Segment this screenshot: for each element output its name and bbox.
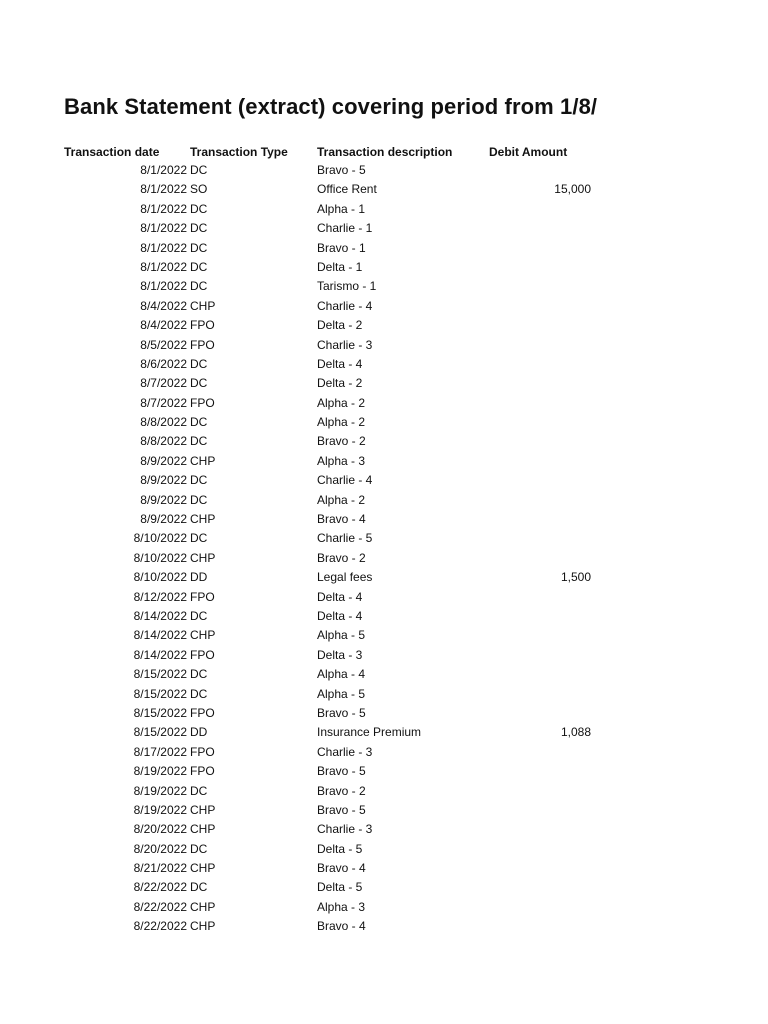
transaction-date-cell: 8/21/2022 xyxy=(133,861,187,876)
transaction-date-cell: 8/1/2022 xyxy=(140,201,187,216)
transaction-type-cell: FPO xyxy=(190,337,215,352)
transaction-type-cell: DC xyxy=(190,686,208,701)
transaction-type-cell: CHP xyxy=(190,550,216,565)
transaction-type-cell: DC xyxy=(190,240,208,255)
transaction-date-cell: 8/9/2022 xyxy=(140,512,187,527)
table-row xyxy=(0,316,768,335)
transaction-description-cell: Alpha - 2 xyxy=(317,415,366,430)
table-row xyxy=(0,239,768,258)
column-header-debit: Debit Amount xyxy=(489,145,568,159)
transaction-type-cell: CHP xyxy=(190,899,216,914)
table-row xyxy=(0,782,768,801)
table-row xyxy=(0,549,768,568)
table-row xyxy=(0,820,768,839)
table-row xyxy=(0,840,768,859)
transaction-type-cell: DC xyxy=(190,279,208,294)
transaction-date-cell: 8/14/2022 xyxy=(133,628,187,643)
transaction-description-cell: Alpha - 4 xyxy=(317,667,366,682)
transaction-description-cell: Delta - 4 xyxy=(317,589,363,604)
transaction-description-cell: Charlie - 1 xyxy=(317,221,373,236)
transaction-type-cell: DC xyxy=(190,531,208,546)
table-row xyxy=(0,898,768,917)
transaction-date-cell: 8/19/2022 xyxy=(133,764,187,779)
transaction-date-cell: 8/9/2022 xyxy=(140,492,187,507)
transaction-description-cell: Delta - 2 xyxy=(317,376,363,391)
transaction-date-cell: 8/4/2022 xyxy=(140,298,187,313)
transaction-description-cell: Charlie - 5 xyxy=(317,531,373,546)
transaction-description-cell: Alpha - 5 xyxy=(317,686,366,701)
transaction-description-cell: Bravo - 2 xyxy=(317,434,366,449)
transaction-type-cell: CHP xyxy=(190,453,216,468)
transaction-date-cell: 8/1/2022 xyxy=(140,279,187,294)
transaction-date-cell: 8/14/2022 xyxy=(133,647,187,662)
table-row xyxy=(0,743,768,762)
transaction-date-cell: 8/8/2022 xyxy=(140,415,187,430)
transaction-type-cell: DC xyxy=(190,841,208,856)
transaction-description-cell: Alpha - 2 xyxy=(317,492,366,507)
transaction-date-cell: 8/6/2022 xyxy=(140,356,187,371)
transaction-type-cell: CHP xyxy=(190,861,216,876)
table-row xyxy=(0,801,768,820)
transaction-date-cell: 8/15/2022 xyxy=(133,725,187,740)
table-row xyxy=(0,568,768,587)
transaction-type-cell: DC xyxy=(190,356,208,371)
table-row xyxy=(0,917,768,936)
transaction-type-cell: FPO xyxy=(190,318,215,333)
transaction-date-cell: 8/12/2022 xyxy=(133,589,187,604)
transaction-type-cell: FPO xyxy=(190,395,215,410)
table-row xyxy=(0,704,768,723)
transaction-description-cell: Bravo - 2 xyxy=(317,550,366,565)
transaction-description-cell: Insurance Premium xyxy=(317,725,422,740)
table-row xyxy=(0,665,768,684)
table-row xyxy=(0,336,768,355)
transaction-type-cell: CHP xyxy=(190,919,216,934)
transaction-type-cell: DC xyxy=(190,667,208,682)
transaction-description-cell: Delta - 2 xyxy=(317,318,363,333)
debit-amount-cell: 1,500 xyxy=(560,570,591,585)
transaction-type-cell: FPO xyxy=(190,764,215,779)
column-header-date: Transaction date xyxy=(64,145,160,159)
transaction-date-cell: 8/10/2022 xyxy=(133,570,187,585)
transaction-description-cell: Bravo - 4 xyxy=(317,512,366,527)
transaction-date-cell: 8/5/2022 xyxy=(140,337,187,352)
transaction-description-cell: Bravo - 5 xyxy=(317,163,366,177)
transaction-description-cell: Office Rent xyxy=(317,182,377,197)
transaction-type-cell: DC xyxy=(190,608,208,623)
transaction-date-cell: 8/17/2022 xyxy=(133,744,187,759)
table-row xyxy=(0,646,768,665)
transaction-date-cell: 8/15/2022 xyxy=(133,667,187,682)
table-row xyxy=(0,394,768,413)
table-row xyxy=(0,626,768,645)
transaction-date-cell: 8/20/2022 xyxy=(133,822,187,837)
transaction-type-cell: DC xyxy=(190,201,208,216)
table-row xyxy=(0,200,768,219)
transaction-date-cell: 8/1/2022 xyxy=(140,182,187,197)
transaction-type-cell: DC xyxy=(190,221,208,236)
transaction-description-cell: Bravo - 4 xyxy=(317,919,366,934)
table-row xyxy=(0,878,768,897)
transaction-date-cell: 8/1/2022 xyxy=(140,259,187,274)
transaction-table-body xyxy=(0,161,768,937)
transaction-date-cell: 8/10/2022 xyxy=(133,531,187,546)
transaction-date-cell: 8/7/2022 xyxy=(140,376,187,391)
transaction-description-cell: Delta - 1 xyxy=(317,259,363,274)
transaction-description-cell: Alpha - 5 xyxy=(317,628,366,643)
transaction-description-cell: Delta - 5 xyxy=(317,841,363,856)
transaction-date-cell: 8/15/2022 xyxy=(133,686,187,701)
transaction-description-cell: Bravo - 5 xyxy=(317,802,366,817)
table-row xyxy=(0,277,768,296)
transaction-description-cell: Delta - 5 xyxy=(317,880,363,895)
table-row xyxy=(0,588,768,607)
transaction-type-cell: DC xyxy=(190,783,208,798)
title-container xyxy=(64,88,598,126)
table-row xyxy=(0,219,768,238)
table-row xyxy=(0,297,768,316)
transaction-date-cell: 8/19/2022 xyxy=(133,783,187,798)
transaction-description-cell: Delta - 3 xyxy=(317,647,363,662)
table-row xyxy=(0,859,768,878)
transaction-type-cell: CHP xyxy=(190,512,216,527)
transaction-description-cell: Bravo - 4 xyxy=(317,861,366,876)
transaction-type-cell: DC xyxy=(190,492,208,507)
debit-amount-cell: 1,088 xyxy=(560,725,591,740)
transaction-type-cell: FPO xyxy=(190,589,215,604)
table-row xyxy=(0,374,768,393)
transaction-type-cell: DC xyxy=(190,434,208,449)
transaction-type-cell: DC xyxy=(190,163,208,177)
debit-amount-cell: 15,000 xyxy=(554,182,591,197)
table-row xyxy=(0,529,768,548)
transaction-date-cell: 8/22/2022 xyxy=(133,880,187,895)
transaction-description-cell: Delta - 4 xyxy=(317,356,363,371)
transaction-description-cell: Bravo - 5 xyxy=(317,764,366,779)
table-row xyxy=(0,685,768,704)
transaction-date-cell: 8/1/2022 xyxy=(140,240,187,255)
transaction-date-cell: 8/22/2022 xyxy=(133,919,187,934)
table-row xyxy=(0,258,768,277)
table-row xyxy=(0,413,768,432)
transaction-description-cell: Bravo - 5 xyxy=(317,705,366,720)
table-row xyxy=(0,607,768,626)
transaction-type-cell: SO xyxy=(190,182,208,197)
page-title: Bank Statement (extract) covering period from 1/8/ xyxy=(64,94,598,119)
transaction-type-cell: DC xyxy=(190,259,208,274)
transaction-description-cell: Tarismo - 1 xyxy=(317,279,377,294)
table-row xyxy=(0,491,768,510)
transaction-description-cell: Legal fees xyxy=(317,570,373,585)
transaction-description-cell: Bravo - 2 xyxy=(317,783,366,798)
transaction-type-cell: FPO xyxy=(190,647,215,662)
table-row xyxy=(0,723,768,742)
transaction-description-cell: Alpha - 1 xyxy=(317,201,366,216)
transaction-description-cell: Bravo - 1 xyxy=(317,240,366,255)
transaction-date-cell: 8/22/2022 xyxy=(133,899,187,914)
transaction-type-cell: FPO xyxy=(190,744,215,759)
transaction-date-cell: 8/7/2022 xyxy=(140,395,187,410)
transaction-date-cell: 8/8/2022 xyxy=(140,434,187,449)
transaction-type-cell: CHP xyxy=(190,298,216,313)
table-row xyxy=(0,471,768,490)
transaction-description-cell: Delta - 4 xyxy=(317,608,363,623)
transaction-type-cell: CHP xyxy=(190,822,216,837)
table-header xyxy=(0,142,768,162)
transaction-date-cell: 8/15/2022 xyxy=(133,705,187,720)
transaction-type-cell: DC xyxy=(190,415,208,430)
transaction-description-cell: Alpha - 3 xyxy=(317,453,366,468)
transaction-date-cell: 8/1/2022 xyxy=(140,221,187,236)
transaction-date-cell: 8/14/2022 xyxy=(133,608,187,623)
transaction-description-cell: Alpha - 2 xyxy=(317,395,366,410)
transaction-date-cell: 8/9/2022 xyxy=(140,453,187,468)
transaction-type-cell: CHP xyxy=(190,628,216,643)
table-row xyxy=(0,510,768,529)
transaction-date-cell: 8/10/2022 xyxy=(133,550,187,565)
transaction-type-cell: DC xyxy=(190,376,208,391)
table-row xyxy=(0,452,768,471)
transaction-description-cell: Charlie - 3 xyxy=(317,744,373,759)
transaction-date-cell: 8/19/2022 xyxy=(133,802,187,817)
transaction-type-cell: DC xyxy=(190,473,208,488)
transaction-type-cell: CHP xyxy=(190,802,216,817)
table-row xyxy=(0,180,768,199)
transaction-type-cell: DD xyxy=(190,570,208,585)
transaction-description-cell: Charlie - 3 xyxy=(317,337,373,352)
transaction-date-cell: 8/4/2022 xyxy=(140,318,187,333)
table-row xyxy=(0,355,768,374)
transaction-description-cell: Charlie - 3 xyxy=(317,822,373,837)
transaction-date-cell: 8/1/2022 xyxy=(140,163,187,177)
column-header-description: Transaction description xyxy=(317,145,453,159)
transaction-type-cell: FPO xyxy=(190,705,215,720)
table-row xyxy=(0,432,768,451)
transaction-date-cell: 8/20/2022 xyxy=(133,841,187,856)
table-row xyxy=(0,161,768,180)
transaction-type-cell: DC xyxy=(190,880,208,895)
transaction-description-cell: Charlie - 4 xyxy=(317,473,373,488)
transaction-description-cell: Alpha - 3 xyxy=(317,899,366,914)
transaction-type-cell: DD xyxy=(190,725,208,740)
transaction-date-cell: 8/9/2022 xyxy=(140,473,187,488)
table-row xyxy=(0,762,768,781)
column-header-type: Transaction Type xyxy=(190,145,288,159)
transaction-description-cell: Charlie - 4 xyxy=(317,298,373,313)
